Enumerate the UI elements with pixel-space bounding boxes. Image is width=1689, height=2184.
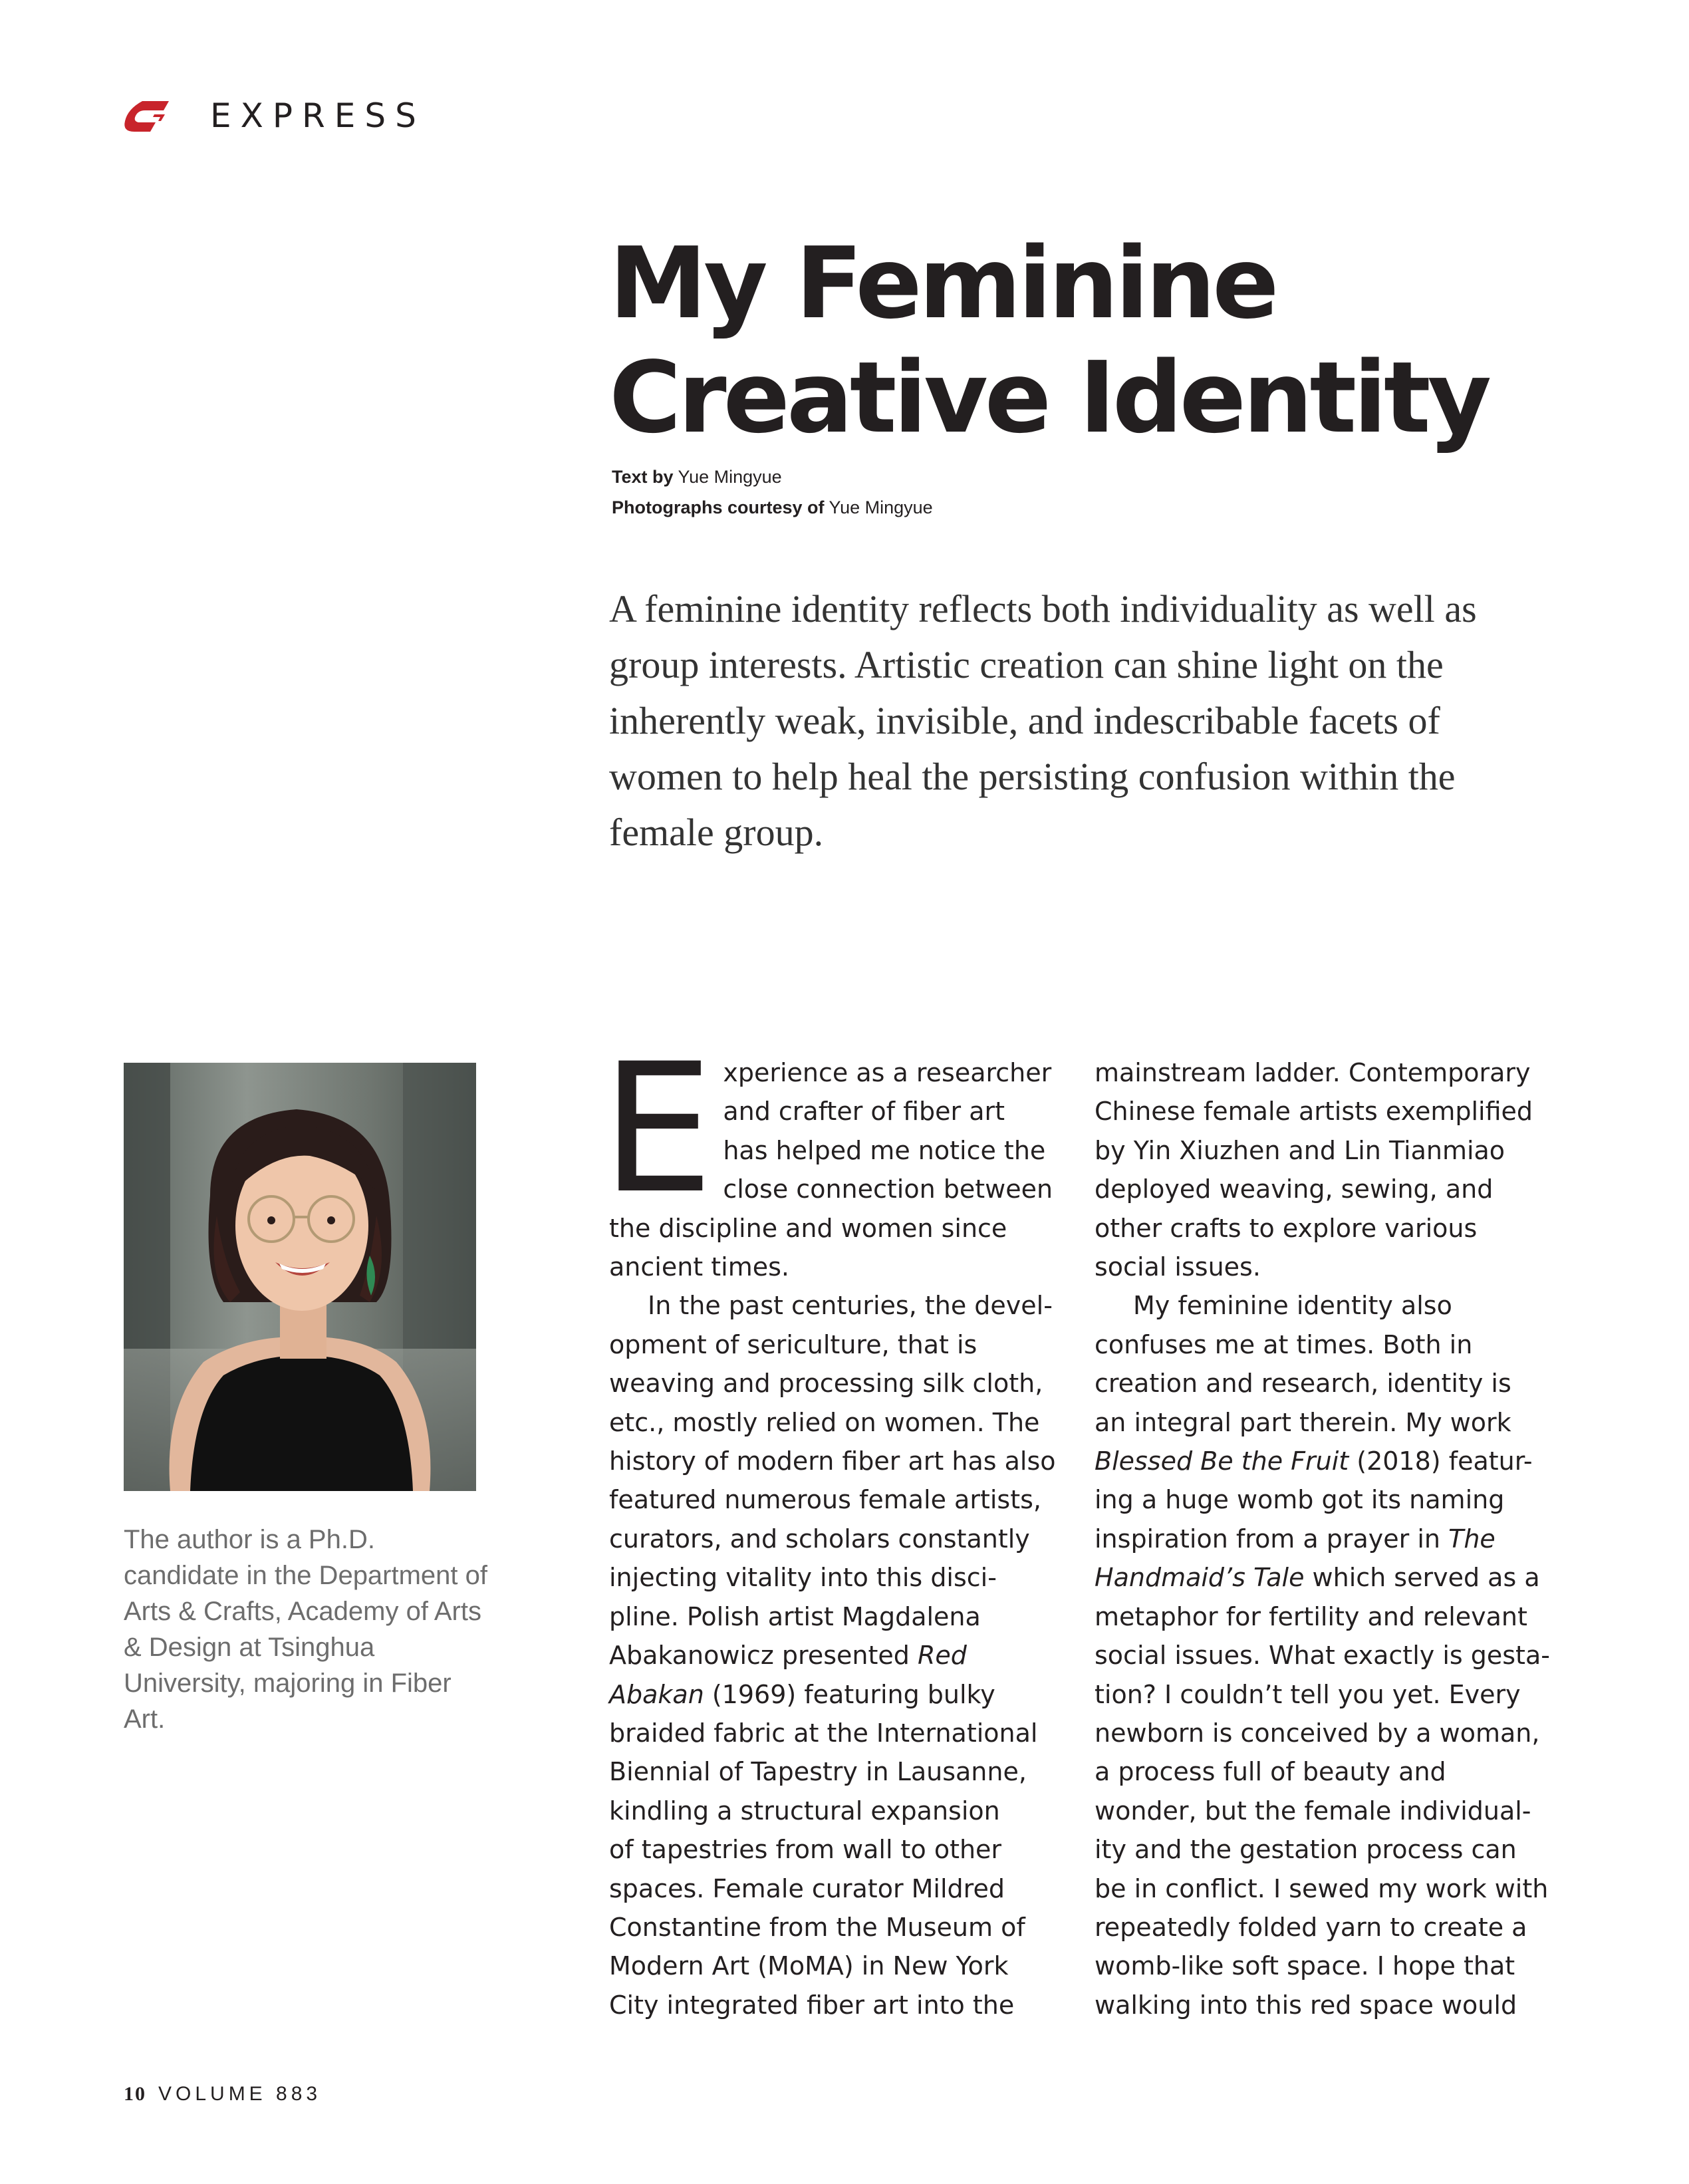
text-line: pline. Polish artist Magdalena bbox=[609, 1601, 981, 1631]
text-line: Constantine from the Museum of bbox=[609, 1912, 1025, 1942]
text-line: creation and research, identity is bbox=[1095, 1369, 1511, 1399]
text-line: braided fabric at the International bbox=[609, 1718, 1038, 1748]
text-line: close connection between bbox=[723, 1174, 1053, 1204]
text-line: ancient times. bbox=[609, 1252, 789, 1282]
title-line-1: My Feminine bbox=[609, 226, 1276, 341]
text-credit: Text by Yue Mingyue bbox=[612, 467, 782, 487]
drop-cap: E bbox=[601, 1025, 714, 1233]
text-line: My feminine identity also bbox=[1133, 1291, 1452, 1321]
text-line: opment of sericulture, that is bbox=[609, 1329, 977, 1359]
text-line: ity and the gestation process can bbox=[1095, 1835, 1517, 1865]
body-paragraph bbox=[609, 1286, 1061, 2024]
artwork-title: Blessed Be the Fruit bbox=[1095, 1446, 1349, 1476]
text-line: etc., mostly relied on women. The bbox=[609, 1407, 1040, 1437]
article-dek: A feminine identity reflects both individuality as well as group interests. Artistic creation can shine light on the inherently weak, invisible, and indescribable facets of women to help heal the persisting confusion within the female group. bbox=[609, 587, 1477, 854]
book-title: Handmaid’s Tale bbox=[1095, 1563, 1305, 1593]
volume-label: VOLUME 883 bbox=[158, 2083, 322, 2105]
text-line: newborn is conceived by a woman, bbox=[1095, 1718, 1540, 1748]
text-line: injecting vitality into this disci- bbox=[609, 1563, 997, 1593]
section-name: EXPRESS bbox=[210, 96, 426, 135]
title-line-2: Creative Identity bbox=[609, 341, 1489, 455]
text-line: wonder, but the female individual- bbox=[1095, 1796, 1531, 1826]
page-folio bbox=[124, 2083, 321, 2106]
text-line: City integrated fiber art into the bbox=[609, 1990, 1015, 2020]
body-column-1 bbox=[601, 1025, 1061, 2024]
text-line: mainstream ladder. Contemporary bbox=[1095, 1058, 1531, 1087]
article-credits bbox=[612, 462, 933, 523]
text-line: and crafter of fiber art bbox=[723, 1097, 1005, 1127]
cp-logo-icon bbox=[122, 98, 173, 134]
text-line: has helped me notice the bbox=[723, 1135, 1046, 1165]
body-paragraph bbox=[1095, 1053, 1553, 1286]
text-line: In the past centuries, the devel- bbox=[648, 1291, 1053, 1321]
text-line: be in conflict. I sewed my work with bbox=[1095, 1873, 1549, 1903]
text-line: the discipline and women since bbox=[609, 1213, 1007, 1243]
text-line: Biennial of Tapestry in Lausanne, bbox=[609, 1757, 1027, 1787]
text-line: Chinese female artists exemplified bbox=[1095, 1097, 1533, 1127]
artwork-title: Abakan bbox=[609, 1679, 704, 1709]
text-line: spaces. Female curator Mildred bbox=[609, 1873, 1005, 1903]
text-line: repeatedly folded yarn to create a bbox=[1095, 1912, 1527, 1942]
article-title bbox=[609, 226, 1540, 455]
text-line: xperience as a researcher bbox=[723, 1058, 1052, 1087]
text-line: deployed weaving, sewing, and bbox=[1095, 1174, 1494, 1204]
text-line: confuses me at times. Both in bbox=[1095, 1329, 1473, 1359]
book-title: The bbox=[1448, 1524, 1495, 1554]
text-line: Handmaid’s Tale which served as a bbox=[1095, 1563, 1540, 1593]
text-line: walking into this red space would bbox=[1095, 1990, 1517, 2020]
text-line: Blessed Be the Fruit (2018) featur- bbox=[1095, 1446, 1533, 1476]
text-line: tion? I couldn’t tell you yet. Every bbox=[1095, 1679, 1521, 1709]
artwork-title: Red bbox=[917, 1641, 967, 1671]
text-line: inspiration from a prayer in The bbox=[1095, 1524, 1495, 1554]
text-line: Abakanowicz presented Red bbox=[609, 1641, 967, 1671]
photo-credit: Photographs courtesy of Yue Mingyue bbox=[612, 497, 933, 517]
page-number: 10 bbox=[124, 2083, 146, 2105]
text-line: metaphor for fertility and relevant bbox=[1095, 1601, 1527, 1631]
body-column-2 bbox=[1095, 1053, 1553, 2024]
text-line: a process full of beauty and bbox=[1095, 1757, 1446, 1787]
body-paragraph bbox=[601, 1025, 1061, 1286]
text-line: Modern Art (MoMA) in New York bbox=[609, 1951, 1009, 1981]
text-line: by Yin Xiuzhen and Lin Tianmiao bbox=[1095, 1135, 1505, 1165]
text-line: Abakan (1969) featuring bulky bbox=[609, 1679, 995, 1709]
text-line: featured numerous female artists, bbox=[609, 1485, 1041, 1515]
text-line: an integral part therein. My work bbox=[1095, 1407, 1511, 1437]
text-line: social issues. bbox=[1095, 1252, 1261, 1282]
text-line: of tapestries from wall to other bbox=[609, 1835, 1002, 1865]
text-line: ing a huge womb got its naming bbox=[1095, 1485, 1505, 1515]
text-line: kindling a structural expansion bbox=[609, 1796, 1000, 1826]
text-line: other crafts to explore various bbox=[1095, 1213, 1478, 1243]
author-portrait bbox=[124, 1063, 476, 1491]
text-line: weaving and processing silk cloth, bbox=[609, 1369, 1043, 1399]
text-line: history of modern fiber art has also bbox=[609, 1446, 1056, 1476]
body-paragraph bbox=[1095, 1286, 1553, 2024]
text-line: social issues. What exactly is gesta- bbox=[1095, 1641, 1550, 1671]
photo-caption: The author is a Ph.D. candidate in the Department of Arts & Crafts, Academy of Arts & Design at Tsinghua University, majoring in Fiber Art. bbox=[124, 1525, 488, 1734]
text-line: curators, and scholars constantly bbox=[609, 1524, 1030, 1554]
text-line: womb-like soft space. I hope that bbox=[1095, 1951, 1515, 1981]
